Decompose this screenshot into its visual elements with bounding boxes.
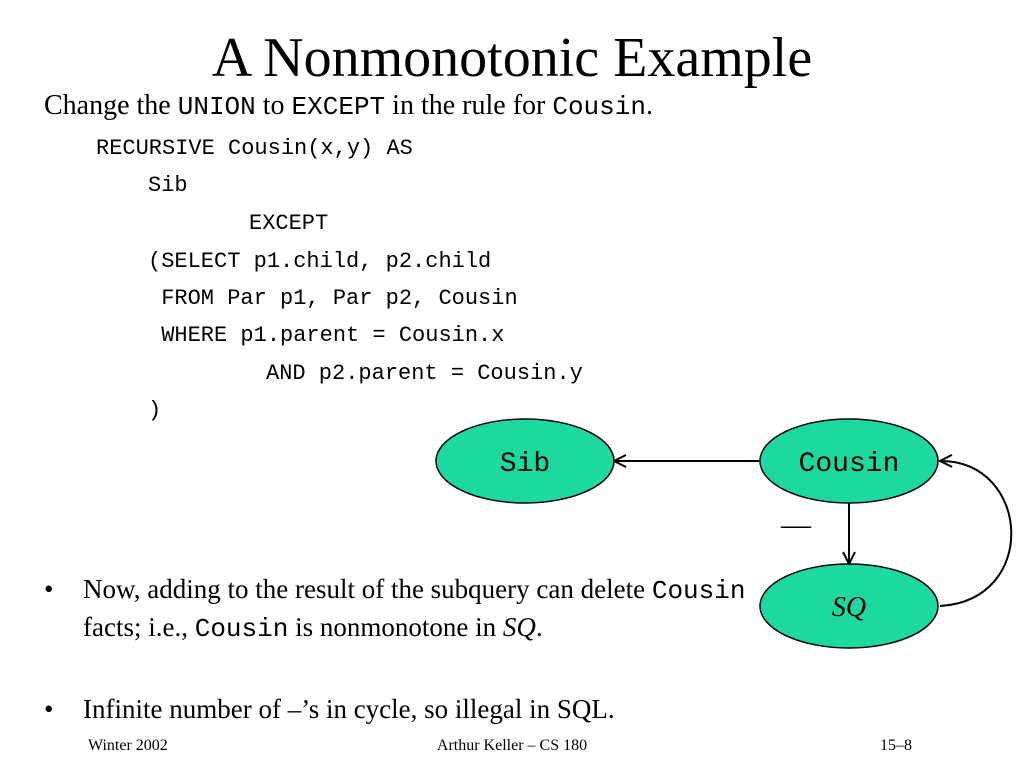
node-sq-label: SQ [831,592,867,623]
footer-page-number: 15–8 [880,737,912,754]
intro-text-4: . [645,90,653,121]
intro-code-cousin: Cousin [552,92,646,122]
bullet-1-code-cousin-2: Cousin [194,614,289,644]
code-line-close-paren: ) [148,398,162,423]
node-sib-label: Sib [499,449,551,480]
code-line-from: FROM Par p1, Par p2, Cousin [148,286,518,311]
slide-title: A Nonmonotonic Example [211,27,813,89]
bullet-infinite-text: Infinite number of –’s in cycle, so illegal in SQL. [83,694,615,724]
intro-code-union: UNION [177,92,256,122]
intro-text-1: Change the [44,90,178,121]
footer-left: Winter 2002 [88,737,168,754]
code-line-recursive: RECURSIVE Cousin(x,y) AS [96,136,413,161]
code-line-sib: Sib [148,173,188,198]
footer-center: Arthur Keller – CS 180 [436,737,588,754]
bullet-1-code-cousin: Cousin [651,576,746,606]
intro-text-2: to [255,90,292,121]
code-line-where: WHERE p1.parent = Cousin.x [148,323,505,348]
code-line-and: AND p2.parent = Cousin.y [266,361,583,386]
code-line-except: EXCEPT [249,211,329,236]
bullet-dot: • [44,694,54,724]
node-cousin-label: Cousin [798,449,900,480]
edge-sq-to-cousin [940,461,1011,606]
bullet-1-part-2: facts; i.e., [83,612,195,642]
bullet-dot: • [44,574,54,604]
bullet-1-part-1: Now, adding to the result of the subquery can delete [83,574,652,604]
bullet-1-italic-sq: SQ [502,612,536,642]
intro-code-except: EXCEPT [291,92,386,122]
code-line-select: (SELECT p1.child, p2.child [148,249,492,274]
bullet-nonmonotone-text [83,571,763,647]
bullet-1-part-4: . [535,612,543,642]
negation-mark: — [781,508,811,541]
intro-text-3: in the rule for [385,90,553,121]
bullet-1-part-3: is nonmonotone in [288,612,503,642]
